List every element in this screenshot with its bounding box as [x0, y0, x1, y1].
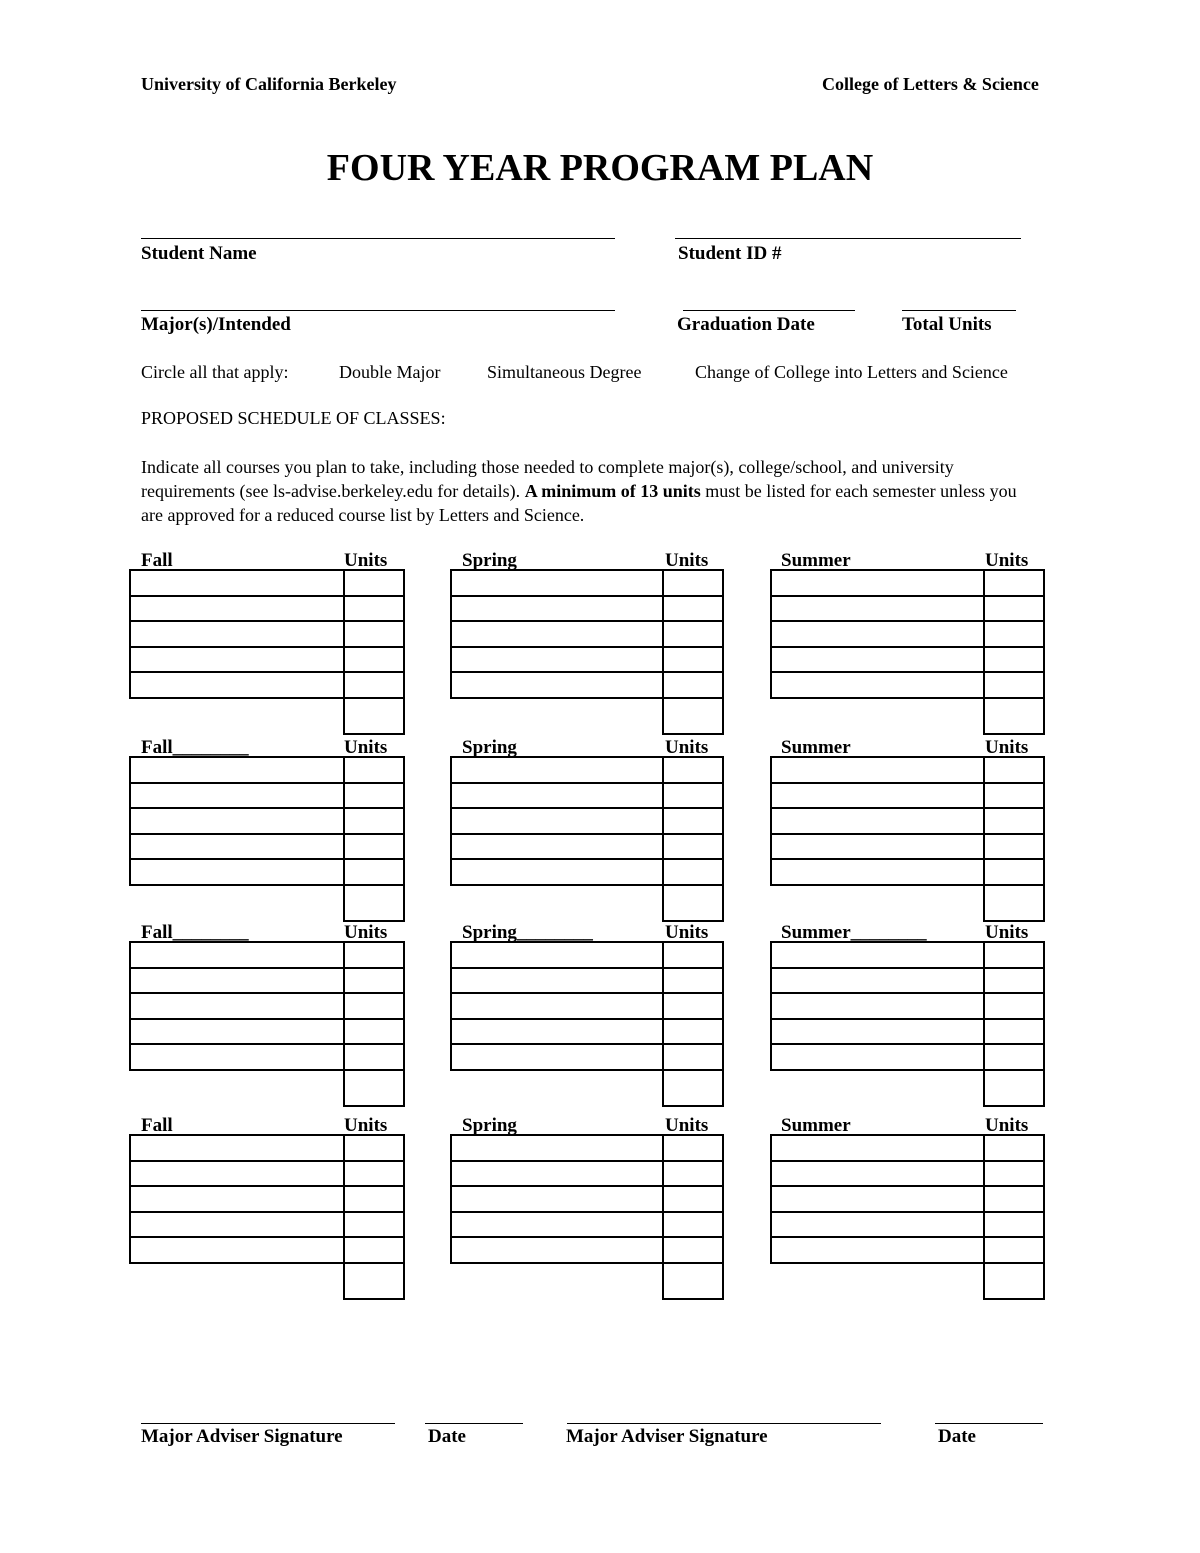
course-cell[interactable] [770, 835, 985, 861]
instructions-bold: A minimum of 13 units [524, 481, 701, 501]
semester-label: Fall________ [141, 922, 249, 943]
units-header: Units [665, 550, 709, 571]
course-cell[interactable] [770, 1134, 985, 1162]
course-cell[interactable] [770, 969, 985, 995]
units-cell[interactable] [983, 994, 1045, 1020]
units-cell[interactable] [983, 969, 1045, 995]
total-units-cell[interactable] [983, 1071, 1045, 1107]
semester-label: Summer [781, 737, 851, 758]
majors-line[interactable] [141, 310, 615, 311]
units-header: Units [344, 922, 388, 943]
units-cell[interactable] [983, 941, 1045, 969]
units-cell[interactable] [983, 1187, 1045, 1213]
course-cell[interactable] [770, 994, 985, 1020]
units-header: Units [985, 550, 1029, 571]
date-line-1[interactable] [425, 1423, 523, 1424]
adviser-signature-line-1[interactable] [141, 1423, 395, 1424]
units-cell[interactable] [983, 809, 1045, 835]
semester-label: Spring________ [462, 922, 593, 943]
instructions-text-1: Indicate all courses you plan to take, including those needed to complete major(s), college/school, and university requirements (see ls-advise.berkeley.edu for details). [141, 457, 954, 501]
date-label-2: Date [938, 1426, 976, 1447]
units-cell[interactable] [983, 835, 1045, 861]
graduation-date-line[interactable] [683, 310, 855, 311]
semester-label: Spring [462, 1115, 517, 1136]
semester-label: Summer________ [781, 922, 927, 943]
units-cell[interactable] [983, 784, 1045, 810]
semester-label: Spring [462, 550, 517, 571]
option-change-of-college[interactable]: Change of College into Letters and Science [695, 362, 1008, 382]
option-simultaneous-degree[interactable]: Simultaneous Degree [487, 362, 642, 382]
units-header: Units [344, 1115, 388, 1136]
units-cell[interactable] [983, 1134, 1045, 1162]
semester-label: Spring [462, 737, 517, 758]
units-header: Units [344, 737, 388, 758]
units-header: Units [985, 737, 1029, 758]
units-cell[interactable] [983, 569, 1045, 597]
units-cell[interactable] [983, 1162, 1045, 1188]
adviser-signature-label-1: Major Adviser Signature [141, 1426, 343, 1447]
course-cell[interactable] [770, 1020, 985, 1046]
units-header: Units [344, 550, 388, 571]
course-cell[interactable] [770, 622, 985, 648]
units-cell[interactable] [983, 597, 1045, 623]
majors-label: Major(s)/Intended [141, 314, 291, 335]
date-label-1: Date [428, 1426, 466, 1447]
adviser-signature-line-2[interactable] [567, 1423, 881, 1424]
college-name: College of Letters & Science [822, 74, 1039, 94]
units-cell[interactable] [983, 673, 1045, 699]
units-header: Units [665, 1115, 709, 1136]
semester-block-summer-2 [0, 737, 1200, 937]
units-header: Units [665, 737, 709, 758]
course-cell[interactable] [770, 1162, 985, 1188]
semester-label: Summer [781, 1115, 851, 1136]
units-header: Units [985, 922, 1029, 943]
graduation-date-label: Graduation Date [677, 314, 815, 335]
units-cell[interactable] [983, 622, 1045, 648]
total-units-line[interactable] [902, 310, 1016, 311]
total-units-cell[interactable] [983, 699, 1045, 735]
semester-label: Fall [141, 550, 173, 571]
course-cell[interactable] [770, 597, 985, 623]
units-cell[interactable] [983, 756, 1045, 784]
course-cell[interactable] [770, 809, 985, 835]
instructions-paragraph [141, 455, 1041, 527]
semester-label: Summer [781, 550, 851, 571]
student-id-line[interactable] [675, 238, 1021, 239]
course-cell[interactable] [770, 569, 985, 597]
course-cell[interactable] [770, 1187, 985, 1213]
total-units-label: Total Units [902, 314, 992, 335]
course-cell[interactable] [770, 941, 985, 969]
course-cell[interactable] [770, 1213, 985, 1239]
course-cell[interactable] [770, 756, 985, 784]
student-name-line[interactable] [141, 238, 615, 239]
schedule-heading: PROPOSED SCHEDULE OF CLASSES: [141, 408, 446, 428]
units-header: Units [665, 922, 709, 943]
course-cell[interactable] [770, 1045, 985, 1071]
units-cell[interactable] [983, 648, 1045, 674]
semester-block-summer-1 [0, 550, 1200, 750]
student-name-label: Student Name [141, 243, 257, 264]
instructions-text-2: must be listed for each semester unless you are approved for a reduced course list by Letters and Science. [141, 481, 1017, 525]
course-cell[interactable] [770, 673, 985, 699]
units-cell[interactable] [983, 860, 1045, 886]
course-cell[interactable] [770, 648, 985, 674]
semester-block-summer-3 [0, 922, 1200, 1122]
semester-label: Fall [141, 1115, 173, 1136]
course-cell[interactable] [770, 784, 985, 810]
units-cell[interactable] [983, 1020, 1045, 1046]
adviser-signature-label-2: Major Adviser Signature [566, 1426, 768, 1447]
units-cell[interactable] [983, 1238, 1045, 1264]
date-line-2[interactable] [935, 1423, 1043, 1424]
total-units-cell[interactable] [983, 1264, 1045, 1300]
course-cell[interactable] [770, 1238, 985, 1264]
units-cell[interactable] [983, 1045, 1045, 1071]
units-header: Units [985, 1115, 1029, 1136]
semester-label: Fall________ [141, 737, 249, 758]
units-cell[interactable] [983, 1213, 1045, 1239]
option-double-major[interactable]: Double Major [339, 362, 441, 382]
circle-prompt: Circle all that apply: [141, 362, 289, 382]
page-title: FOUR YEAR PROGRAM PLAN [326, 147, 874, 189]
semester-block-summer-4 [0, 1115, 1200, 1315]
university-name: University of California Berkeley [141, 74, 397, 94]
total-units-cell[interactable] [983, 886, 1045, 922]
course-cell[interactable] [770, 860, 985, 886]
student-id-label: Student ID # [678, 243, 782, 264]
